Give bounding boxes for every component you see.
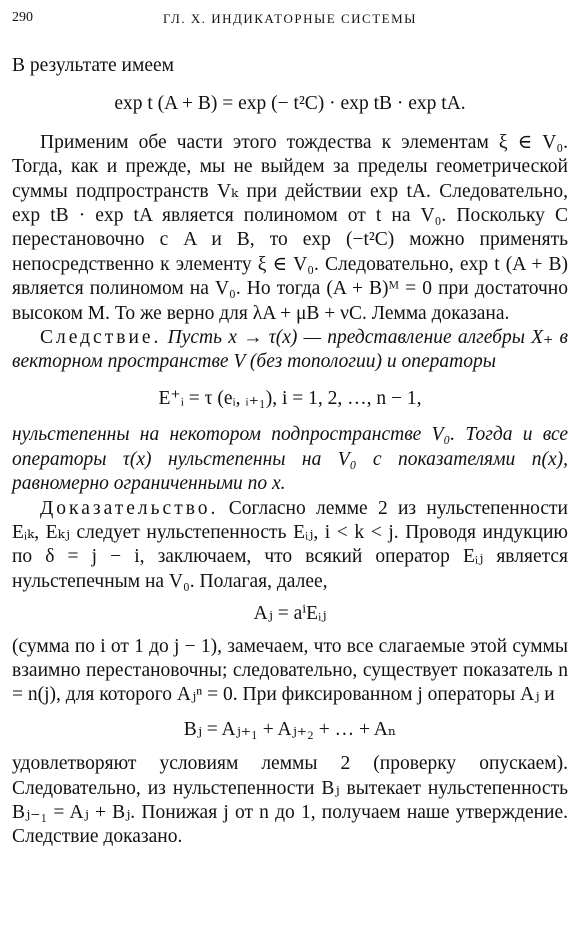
paragraph-conclusion: удовлетворяют условиям леммы 2 (проверку опускаем). Следовательно, из нульстепенности Bⱼ вытекает нульстепенность Bⱼ₋₁ = Aⱼ + Bⱼ. Понижая j от n до 1, получаем наше утверждение. Следствие доказано.	[12, 753, 568, 848]
proof-label: Доказательство.	[40, 497, 219, 519]
equation-operators: E⁺ᵢ = τ (eᵢ, ᵢ₊₁), i = 1, 2, …, n − 1,	[158, 387, 422, 409]
page-header	[12, 10, 568, 30]
equation-b-j: Bⱼ = Aⱼ₊₁ + Aⱼ₊₂ + … + Aₙ	[183, 718, 397, 740]
paragraph-intro: В результате имеем	[12, 55, 174, 76]
equation-a-j: Aⱼ = aⁱEᵢⱼ	[253, 603, 327, 625]
paragraph-corollary-continued: нульстепенны на некотором подпространстве V₀. Тогда и все операторы τ(x) нульстепенны на V₀ с показателями n(x), равномерно ограниченными по x.	[12, 424, 568, 495]
paragraph-sum-note: (сумма по i от 1 до j − 1), замечаем, что все слагаемые этой суммы взаимно перестановочны; следовательно, существует показатель n = n(j), для которого Aⱼⁿ = 0. При фиксированном j операторы Aⱼ и	[12, 635, 568, 706]
paragraph-corollary	[12, 326, 568, 375]
paragraph-proof-of-lemma: Применим обе части этого тождества к элементам ξ ∈ V₀. Тогда, как и прежде, мы не выйдем за пределы геометрической суммы подпространств Vₖ при действии exp tA. Следовательно, exp tB · exp tA является полиномом от t на V₀. Поскольку C перестановочно с A и B, то exp (−t²C) можно применять непосредственно к элементу ξ ∈ V₀. Следовательно, exp t (A + B) является полиномом на V₀. Но тогда (A + B)ᴹ = 0 при достаточно высоком M. То же верно для λA + μB + νC. Лемма доказана.	[12, 131, 568, 324]
corollary-statement: Пусть x → τ(x) — представление алгебры X₊ в векторном пространстве V (без топологии) и операторы	[12, 327, 569, 373]
running-head: ГЛ. X. ИНДИКАТОРНЫЕ СИСТЕМЫ	[162, 11, 417, 26]
corollary-label: Следствие.	[40, 327, 162, 349]
page-number: 290	[12, 10, 33, 25]
page-body	[12, 54, 568, 850]
proof-text: Согласно лемме 2 из нульстепенности Eᵢₖ, Eₖⱼ следует нульстепенность Eᵢⱼ, i < k < j. Проводя индукцию по δ = j − i, заключаем, что всякий оператор Eᵢⱼ является нульстепечным на V₀. Полагая, далее,	[12, 497, 568, 592]
equation-exp-identity: exp t (A + B) = exp (− t²C) · exp tB · exp tA.	[114, 93, 466, 115]
paragraph-proof	[12, 497, 568, 595]
